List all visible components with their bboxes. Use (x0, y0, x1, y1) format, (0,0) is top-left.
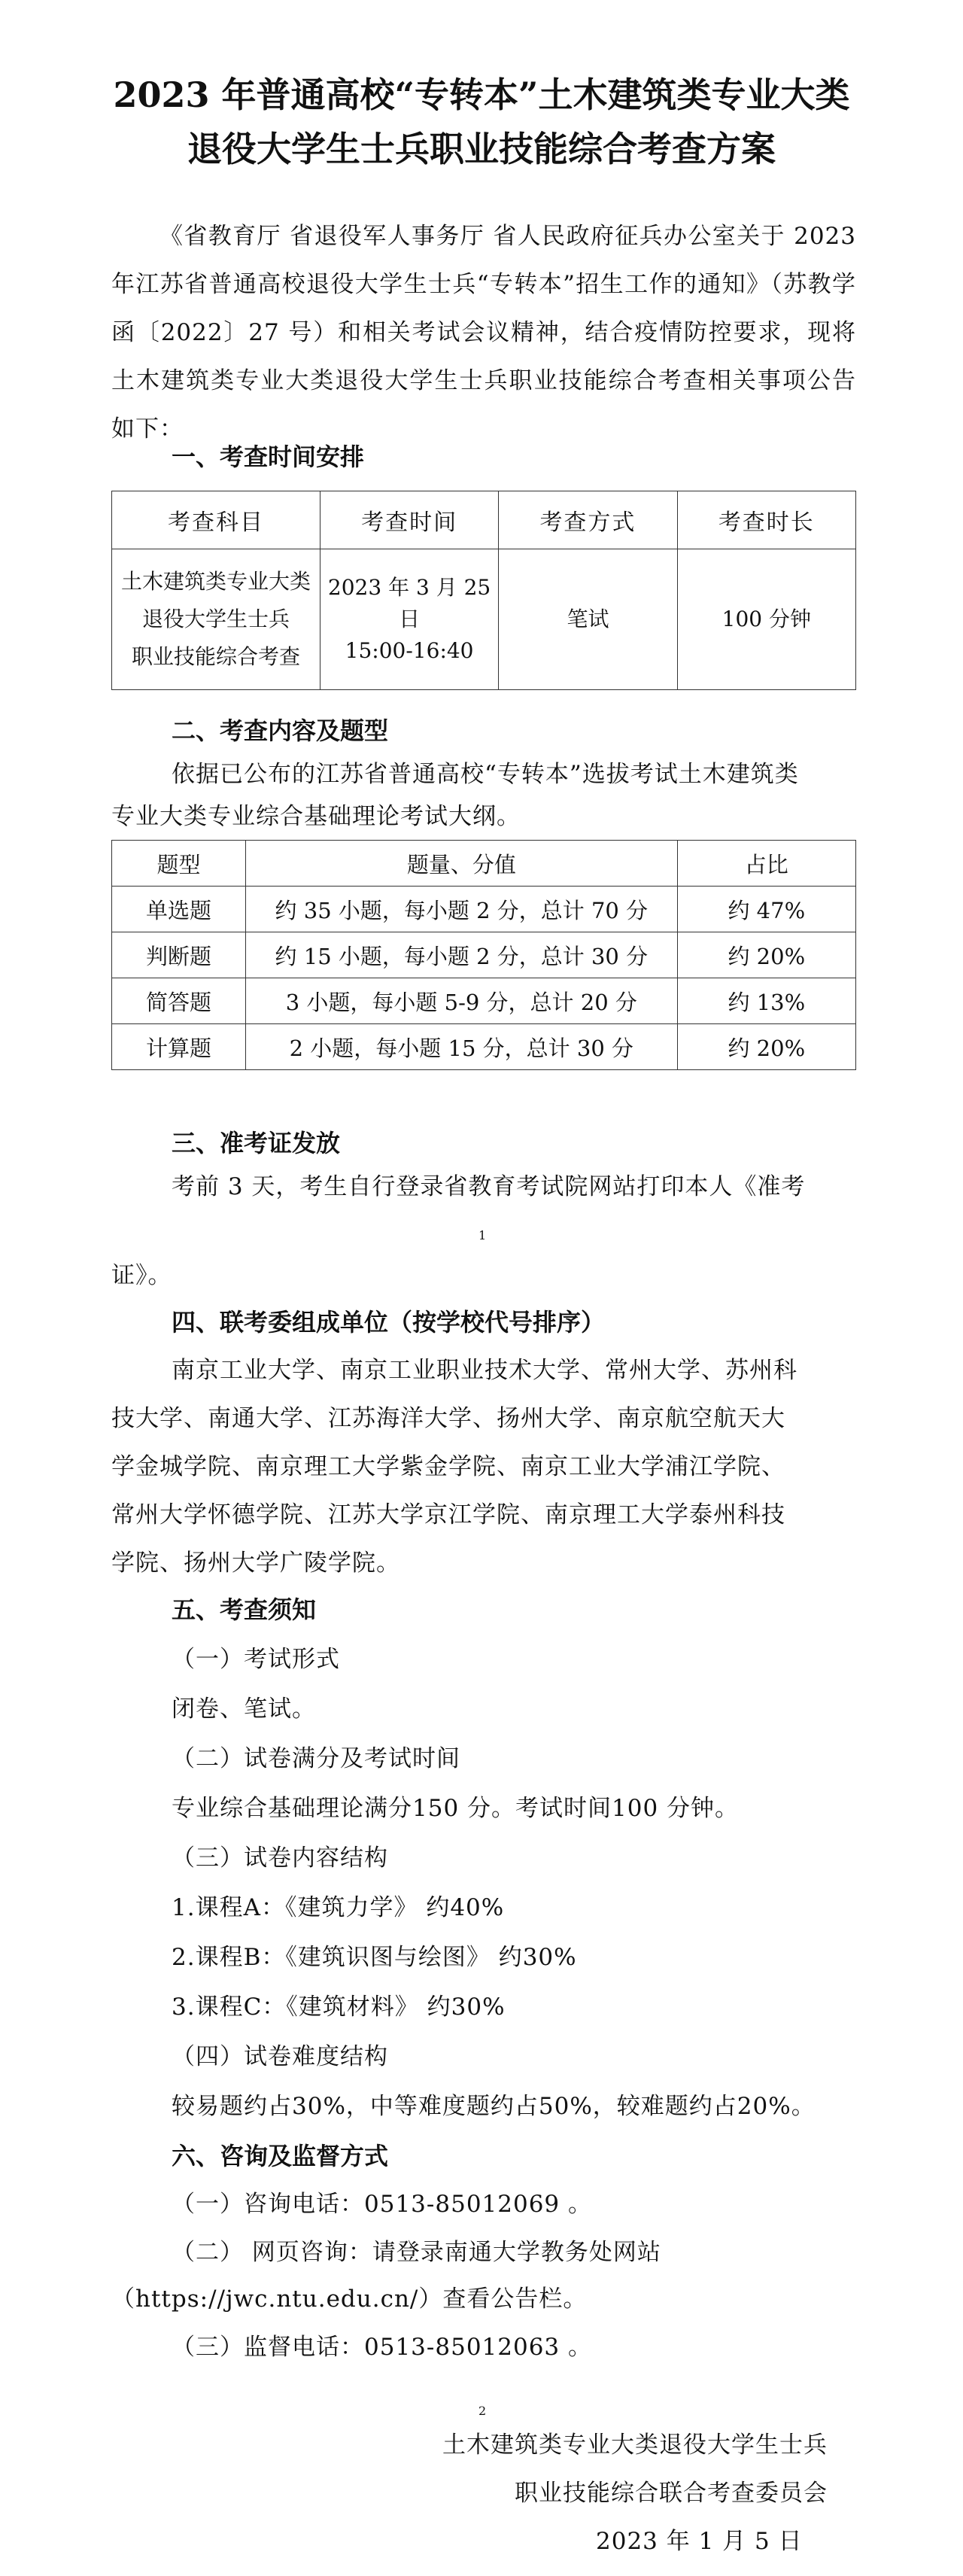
section2-text-line1: 依据已公布的江苏省普通高校“专转本”选拔考试土木建筑类 (172, 761, 799, 788)
subject-line: 退役大学生士兵 (141, 607, 290, 631)
duration-cell: 100 分钟 (677, 549, 855, 690)
page-number: 2 (478, 2404, 487, 2418)
signature-line2: 职业技能综合联合考查委员会 (515, 2480, 828, 2507)
table-header: 考查方式 (499, 491, 677, 549)
table-header: 考查时间 (320, 491, 498, 549)
subject-line: 职业技能综合考查 (131, 644, 300, 669)
table-header: 题型 (112, 841, 246, 887)
question-type-table (111, 840, 856, 1070)
table-row (112, 887, 856, 932)
table-cell: 约 35 小题，每小题 2 分，总计 70 分 (246, 887, 678, 932)
table-cell: 约 15 小题，每小题 2 分，总计 30 分 (246, 932, 678, 978)
member-school-line: 技大学、南通大学、江苏海洋大学、扬州大学、南京航空航天大 (111, 1405, 785, 1432)
subheading-content-structure: （三）试卷内容结构 (172, 1845, 388, 1872)
table-cell: 单选题 (112, 887, 246, 932)
section2-text-line2: 专业大类专业综合基础理论考试大纲。 (111, 803, 521, 830)
section3-heading: 三、准考证发放 (172, 1129, 341, 1157)
section3-text-line1: 考前 3 天，考生自行登录省教育考试院网站打印本人《准考 (172, 1173, 806, 1200)
exam-time: 15:00-16:40 (345, 638, 474, 663)
web-consult-line1: （二） 网页咨询：请登录南通大学教务处网站 (172, 2239, 661, 2266)
section5-heading: 五、考查须知 (172, 1595, 317, 1624)
section6-heading: 六、咨询及监督方式 (172, 2142, 389, 2170)
table-header-row (112, 841, 856, 887)
subheading-score-time: （二）试卷满分及考试时间 (172, 1745, 460, 1772)
supervise-phone: （三）监督电话：0513-85012063 。 (172, 2334, 593, 2361)
table-cell: 约 13% (677, 978, 855, 1024)
table-cell: 约 20% (677, 1024, 855, 1070)
course-item: 2.课程B：《建筑识图与绘图》 约30% (172, 1944, 577, 1971)
section4-heading: 四、联考委组成单位（按学校代号排序） (172, 1308, 606, 1337)
exam-date: 2023 年 3 月 25 日 (327, 575, 491, 631)
section2-heading: 二、考查内容及题型 (172, 716, 389, 745)
member-school-line: 学金城学院、南京理工大学紫金学院、南京工业大学浦江学院、 (111, 1453, 785, 1480)
table-header: 占比 (677, 841, 855, 887)
table-row (112, 932, 856, 978)
intro-paragraph: 《省教育厅 省退役军人事务厅 省人民政府征兵办公室关于 2023 年江苏省普通高校退役大学生士兵“专转本”招生工作的通知》（苏教学函〔2022〕27 号）和相关考试会议精神，结合疫情防控要求，现将土木建筑类专业大类退役大学生士兵职业技能综合考查相关事项公告如下： (111, 223, 856, 443)
member-school-line: 常州大学怀德学院、江苏大学京江学院、南京理工大学泰州科技 (111, 1501, 785, 1528)
table-cell: 2 小题，每小题 15 分，总计 30 分 (246, 1024, 678, 1070)
section1-heading: 一、考查时间安排 (172, 443, 365, 471)
web-consult-line2: （https://jwc.ntu.edu.cn/）查看公告栏。 (111, 2286, 588, 2313)
table-header: 考查科目 (112, 491, 320, 549)
subheading-exam-format: （一）考试形式 (172, 1646, 340, 1673)
table-cell: 计算题 (112, 1024, 246, 1070)
table-cell: 约 47% (677, 887, 855, 932)
document-title-line2: 退役大学生士兵职业技能综合考查方案 (187, 129, 776, 169)
score-time-text: 专业综合基础理论满分150 分。考试时间100 分钟。 (172, 1795, 740, 1822)
table-cell: 约 20% (677, 932, 855, 978)
member-school-line: 学院、扬州大学广陵学院。 (111, 1550, 400, 1577)
table-cell: 3 小题，每小题 5-9 分，总计 20 分 (246, 978, 678, 1024)
table-row (112, 1024, 856, 1070)
table-header-row (112, 491, 856, 549)
table-cell: 简答题 (112, 978, 246, 1024)
member-school-line: 南京工业大学、南京工业职业技术大学、常州大学、苏州科 (172, 1357, 797, 1384)
exam-schedule-table (111, 491, 856, 690)
table-cell: 判断题 (112, 932, 246, 978)
signature-date: 2023 年 1 月 5 日 (596, 2528, 803, 2555)
consult-phone: （一）咨询电话：0513-85012069 。 (172, 2191, 593, 2218)
document-title-line1: 2023 年普通高校“专转本”土木建筑类专业大类 (113, 75, 850, 115)
method-cell: 笔试 (499, 549, 677, 690)
subject-cell (112, 549, 320, 690)
time-cell (320, 549, 498, 690)
exam-format-text: 闭卷、笔试。 (172, 1696, 316, 1723)
section3-text-line2: 证》。 (111, 1262, 172, 1289)
table-row (112, 549, 856, 690)
subject-line: 土木建筑类专业大类 (120, 569, 311, 594)
page-number: 1 (478, 1228, 487, 1242)
signature-line1: 土木建筑类专业大类退役大学生士兵 (442, 2432, 828, 2459)
difficulty-text: 较易题约占30%，中等难度题约占50%，较难题约占20%。 (172, 2093, 816, 2120)
table-row (112, 978, 856, 1024)
subheading-difficulty: （四）试卷难度结构 (172, 2043, 388, 2070)
table-header: 考查时长 (677, 491, 855, 549)
table-header: 题量、分值 (246, 841, 678, 887)
course-item: 3.课程C：《建筑材料》 约30% (172, 1994, 506, 2021)
course-item: 1.课程A：《建筑力学》 约40% (172, 1894, 505, 1921)
